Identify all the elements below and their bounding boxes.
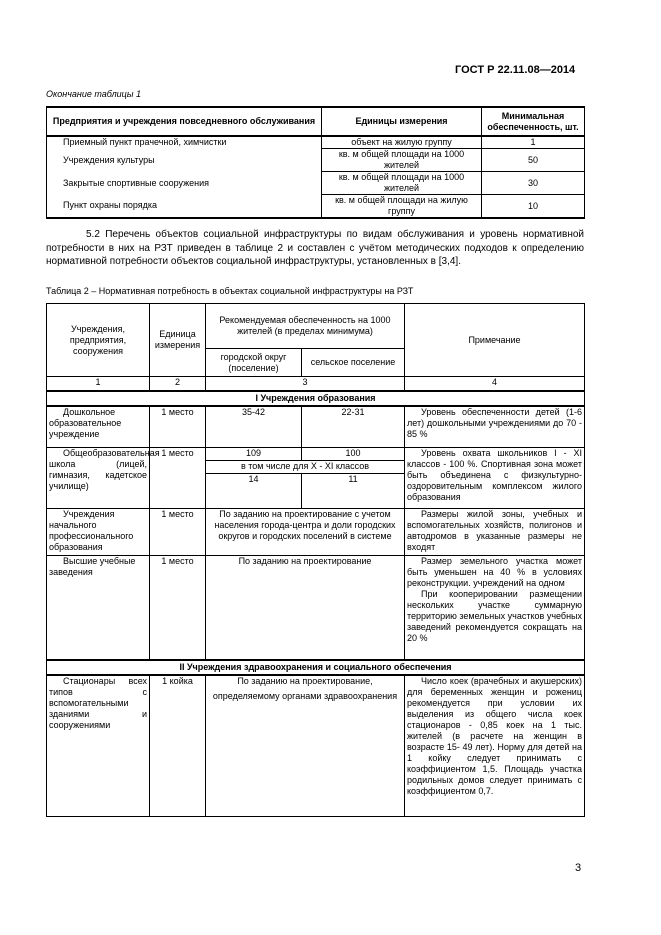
t1-cell: 10 [482, 195, 585, 219]
t2-row-city: 35-42 [206, 406, 302, 448]
table2-caption: Таблица 2 – Нормативная потребность в объектах социальной инфраструктуры на РЗТ [46, 286, 414, 296]
t2-row-rural: 22-31 [302, 406, 405, 448]
t2-row-note: Размеры жилой зоны, учебных и вспомогательных хозяйств, полигонов и автодромов в указанные размеры не входят [405, 509, 585, 556]
t2-col-number: 2 [150, 377, 206, 391]
t2-row-note: Число коек (врачебных и акушерских) для беременных женщин и рожениц рекомендуется при условии их выделения из общего числа коек стационаров - 0,85 коек на 1 тыс. жителей (в расчете на женщин в возрасте 15- 49 лет). Норму для детей на 1 койку следует принимать с коэффициентом 1,5. Площадь участка родильных домов следует принимать с коэффициентом 0,7. [405, 675, 585, 817]
t2-row-city: 14 [206, 474, 302, 509]
t2-note-paragraph: Размер земельного участка может быть уменьшен на 40 % в условиях реконструкции. учреждений на одном [407, 556, 582, 588]
t2-row-note: Уровень обеспеченности детей (1-6 лет) дошкольными учреждениями до 70 - 85 % [405, 406, 585, 448]
t2-row-name: Дошкольное образовательное учреждение [47, 406, 150, 448]
paragraph-5-2: 5.2 Перечень объектов социальной инфраструктуры по видам обслуживания и уровень нормативной потребности в них на РЗТ приведен в таблице 2 и составлен с учётом методических подходов к определению нормативной потребности объектов социальной инфраструктуры, установленных в [3,4]. [46, 229, 584, 267]
t1-cell: Закрытые спортивные сооружения [47, 172, 322, 195]
t2-header-col3: Рекомендуемая обеспеченность на 1000 жителей (в пределах минимума) [206, 304, 405, 349]
t1-cell: 30 [482, 172, 585, 195]
t1-cell: Учреждения культуры [47, 149, 322, 172]
t2-row-unit: 1 место [150, 509, 206, 556]
t2-row-unit: 1 место [150, 448, 206, 509]
page-number: 3 [575, 862, 582, 874]
t2-row-name: Учреждения начального профессионального образования [47, 509, 150, 556]
t1-cell: объект на жилую группу [322, 136, 482, 149]
t2-row-name: Общеобразовательная школа (лицей, гимназия, кадетское училище) [47, 448, 150, 509]
t2-row-norm [206, 675, 405, 817]
t1-cell: кв. м общей площади на жилую группу [322, 195, 482, 219]
t2-note-paragraph: При кооперировании размещении нескольких участке суммарную территорию земельных участков учебных заведений рекомендуется сокращать на 20 % [407, 589, 583, 643]
t2-col-number: 3 [206, 377, 405, 391]
t2-header-col3a: городской округ (поселение) [206, 349, 302, 377]
t1-cell: 50 [482, 149, 585, 172]
t1-cell: кв. м общей площади на 1000 жителей [322, 149, 482, 172]
table1-caption: Окончание таблицы 1 [46, 89, 141, 99]
t2-section-education: I Учреждения образования [47, 391, 585, 406]
t2-row-name: Высшие учебные заведения [47, 556, 150, 660]
t2-row-unit: 1 место [150, 556, 206, 660]
t2-row-norm: По заданию на проектирование с учетом населения города-центра и доли городских округов и городских поселений в системе [206, 509, 405, 556]
t2-header-col2: Единица измерения [150, 304, 206, 377]
t2-row-unit: 1 койка [150, 675, 206, 817]
t2-row-norm: По заданию на проектирование [206, 556, 405, 660]
t2-row-unit: 1 место [150, 406, 206, 448]
t2-row-subheader: в том числе для X - XI классов [206, 461, 405, 474]
t2-header-col1: Учреждения, предприятия, сооружения [47, 304, 150, 377]
t1-cell: кв. м общей площади на 1000 жителей [322, 172, 482, 195]
t2-row-note [405, 556, 585, 660]
t2-row-city: 109 [206, 448, 302, 461]
table1 [46, 106, 585, 219]
t1-header-col2: Единицы измерения [322, 107, 482, 136]
t1-header-col1: Предприятия и учреждения повседневного обслуживания [47, 107, 322, 136]
t2-row-rural: 100 [302, 448, 405, 461]
t2-header-col3b: сельское поселение [302, 349, 405, 377]
t2-row-name: Стационары всех типов с вспомогательными зданиями и сооружениями [47, 675, 150, 817]
t1-cell: Приемный пункт прачечной, химчистки [47, 136, 322, 149]
t2-norm-line: определяемому органами здравоохранения [212, 690, 398, 701]
t2-header-col4: Примечание [405, 304, 585, 377]
t2-col-number: 4 [405, 377, 585, 391]
document-code: ГОСТ Р 22.11.08—2014 [455, 64, 576, 76]
t2-row-note: Уровень охвата школьников I - XI классов - 100 %. Спортивная зона может быть объединена с физкультурно-оздоровительным комплексом жилого образования [405, 448, 585, 509]
t2-row-rural: 11 [302, 474, 405, 509]
t2-section-healthcare: II Учреждения здравоохранения и социального обеспечения [47, 660, 585, 675]
t1-cell: 1 [482, 136, 585, 149]
table2 [46, 303, 585, 817]
t1-header-col3: Минимальная обеспеченность, шт. [482, 107, 585, 136]
t1-cell: Пункт охраны порядка [47, 195, 322, 219]
t2-norm-line: По заданию на проектирование, [237, 675, 373, 686]
t2-col-number: 1 [47, 377, 150, 391]
